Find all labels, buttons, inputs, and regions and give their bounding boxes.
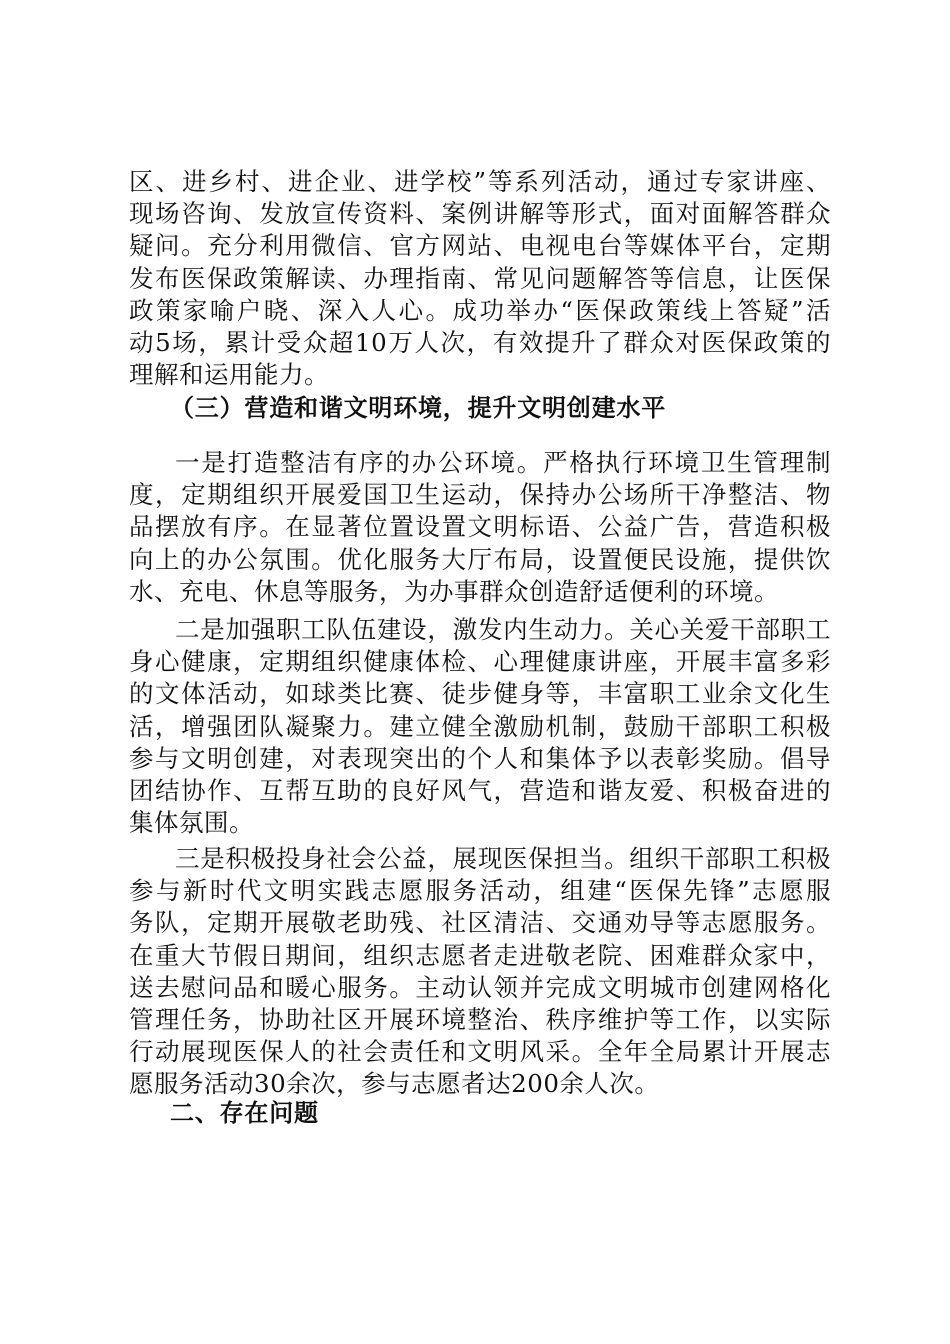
paragraph-line: 政策家喻户晓、深入人心。成功举办“医保政策线上答疑”活 [129,295,831,325]
paragraph-line: 团结协作、互帮互助的良好风气，营造和谐友爱、积极奋进的 [129,775,831,805]
paragraph-line: 活，增强团队凝聚力。建立健全激励机制，鼓励干部职工积极 [129,711,831,741]
paragraph-line: 品摆放有序。在显著位置设置文明标语、公益广告，营造积极 [129,512,831,542]
paragraph-line: 集体氛围。 [129,808,254,838]
paragraph-line: 向上的办公氛围。优化服务大厅布局，设置便民设施，提供饮 [129,544,831,574]
paragraph-line: 管理任务，协助社区开展环境整治、秩序维护等工作，以实际 [129,1004,831,1034]
paragraph-line: 发布医保政策解读、办理指南、常见问题解答等信息，让医保 [129,263,831,293]
section-heading-3: （三）营造和谐文明环境，提升文明创建水平 [170,394,666,422]
paragraph-line: 水、充电、休息等服务，为办事群众创造舒适便利的环境。 [129,576,779,606]
paragraph-line: 愿服务活动30余次，参与志愿者达200余人次。 [129,1069,660,1099]
paragraph-line: 务队，定期开展敬老助残、社区清洁、交通劝导等志愿服务。 [129,908,831,938]
paragraph-line: 疑问。充分利用微信、官方网站、电视电台等媒体平台，定期 [129,231,831,261]
paragraph-line: 二是加强职工队伍建设，激发内生动力。关心关爱干部职工 [175,615,831,644]
paragraph-line: 一是打造整洁有序的办公环境。严格执行环境卫生管理制 [175,448,831,477]
paragraph-line: 动5场，累计受众超10万人次，有效提升了群众对医保政策的 [129,327,831,357]
paragraph-office-environment [129,447,831,608]
paragraph-line: 行动展现医保人的社会责任和文明风采。全年全局累计开展志 [129,1037,831,1067]
paragraph-staff-building [129,614,831,839]
paragraph-line: 参与文明创建，对表现突出的个人和集体予以表彰奖励。倡导 [129,743,831,773]
paragraph-line: 在重大节假日期间，组织志愿者走进敬老院、困难群众家中， [129,940,831,970]
paragraph-line: 参与新时代文明实践志愿服务活动，组建“医保先锋”志愿服 [129,876,831,906]
paragraph-line: 三是积极投身社会公益，展现医保担当。组织干部职工积极 [175,844,831,873]
section-heading-2: 二、存在问题 [170,1099,319,1127]
paragraph-line: 送去慰问品和暖心服务。主动认领并完成文明城市创建网格化 [129,972,831,1002]
paragraph-line: 度，定期组织开展爱国卫生运动，保持办公场所干净整洁、物 [129,480,831,510]
paragraph-line: 理解和运用能力。 [129,360,329,390]
paragraph-outreach-continued [129,166,831,391]
paragraph-line: 身心健康，定期组织健康体检、心理健康讲座，开展丰富多彩 [129,647,831,677]
paragraph-line: 区、进乡村、进企业、进学校”等系列活动，通过专家讲座、 [129,167,831,196]
paragraph-public-welfare [129,843,831,1101]
paragraph-line: 的文体活动，如球类比赛、徒步健身等，丰富职工业余文化生 [129,679,831,709]
paragraph-line: 现场咨询、发放宣传资料、案例讲解等形式，面对面解答群众 [129,199,831,229]
